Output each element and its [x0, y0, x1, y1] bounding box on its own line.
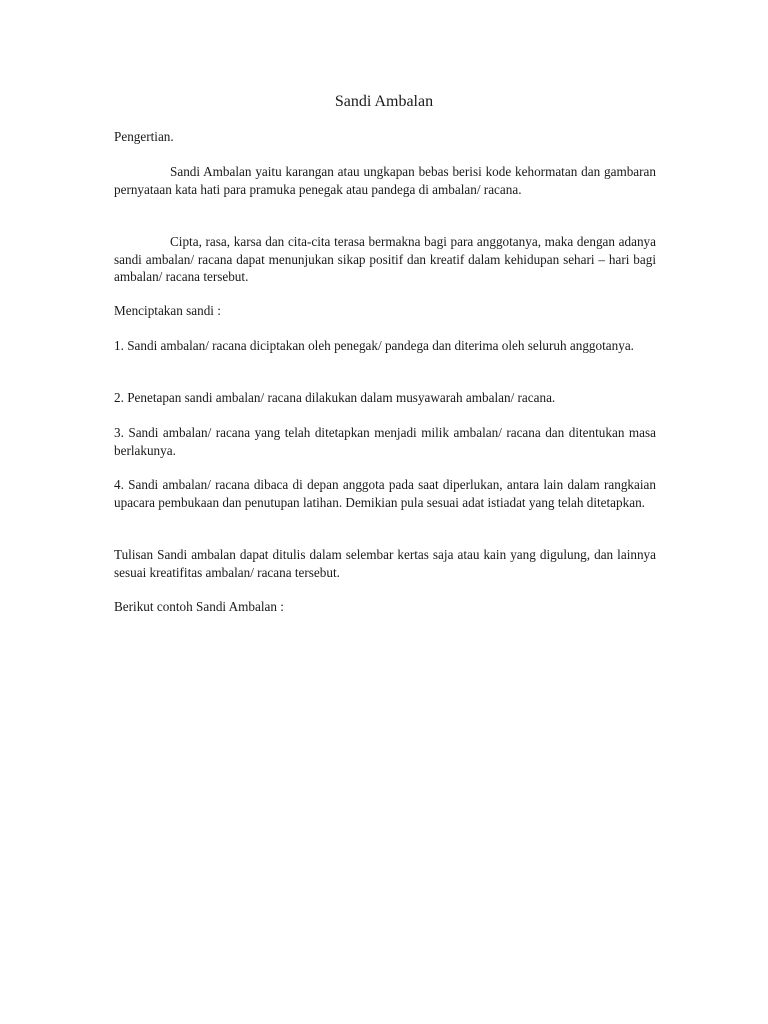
list-item-1: 1. Sandi ambalan/ racana diciptakan oleh penegak/ pandega dan diterima oleh seluruh anggotanya.	[114, 338, 634, 353]
document-title: Sandi Ambalan	[334, 93, 434, 110]
paragraph-meaning: Cipta, rasa, karsa dan cita-cita terasa bermakna bagi para anggotanya, maka dengan adanya sandi ambalan/ racana dapat menunjukan sikap positif dan kreatif dalam kehidupan sehari – hari bagi ambalan/ racana tersebut.	[114, 234, 656, 284]
paragraph-berikut: Berikut contoh Sandi Ambalan :	[114, 599, 284, 614]
list-item-3: 3. Sandi ambalan/ racana yang telah ditetapkan menjadi milik ambalan/ racana dan ditentukan masa berlakunya.	[114, 425, 656, 458]
heading-menciptakan: Menciptakan sandi :	[114, 303, 221, 318]
paragraph-tulisan: Tulisan Sandi ambalan dapat ditulis dalam selembar kertas saja atau kain yang digulung, dan lainnya sesuai kreatifitas ambalan/ racana tersebut.	[114, 547, 656, 580]
paragraph-definition: Sandi Ambalan yaitu karangan atau ungkapan bebas berisi kode kehormatan dan gambaran pernyataan kata hati para pramuka penegak atau pandega di ambalan/ racana.	[114, 164, 656, 197]
list-item-4: 4. Sandi ambalan/ racana dibaca di depan anggota pada saat diperlukan, antara lain dalam rangkaian upacara pembukaan dan penutupan latihan. Demikian pula sesuai adat istiadat yang telah ditetapkan.	[114, 477, 656, 510]
list-item-2: 2. Penetapan sandi ambalan/ racana dilakukan dalam musyawarah ambalan/ racana.	[114, 390, 556, 405]
heading-pengertian: Pengertian.	[114, 129, 174, 144]
